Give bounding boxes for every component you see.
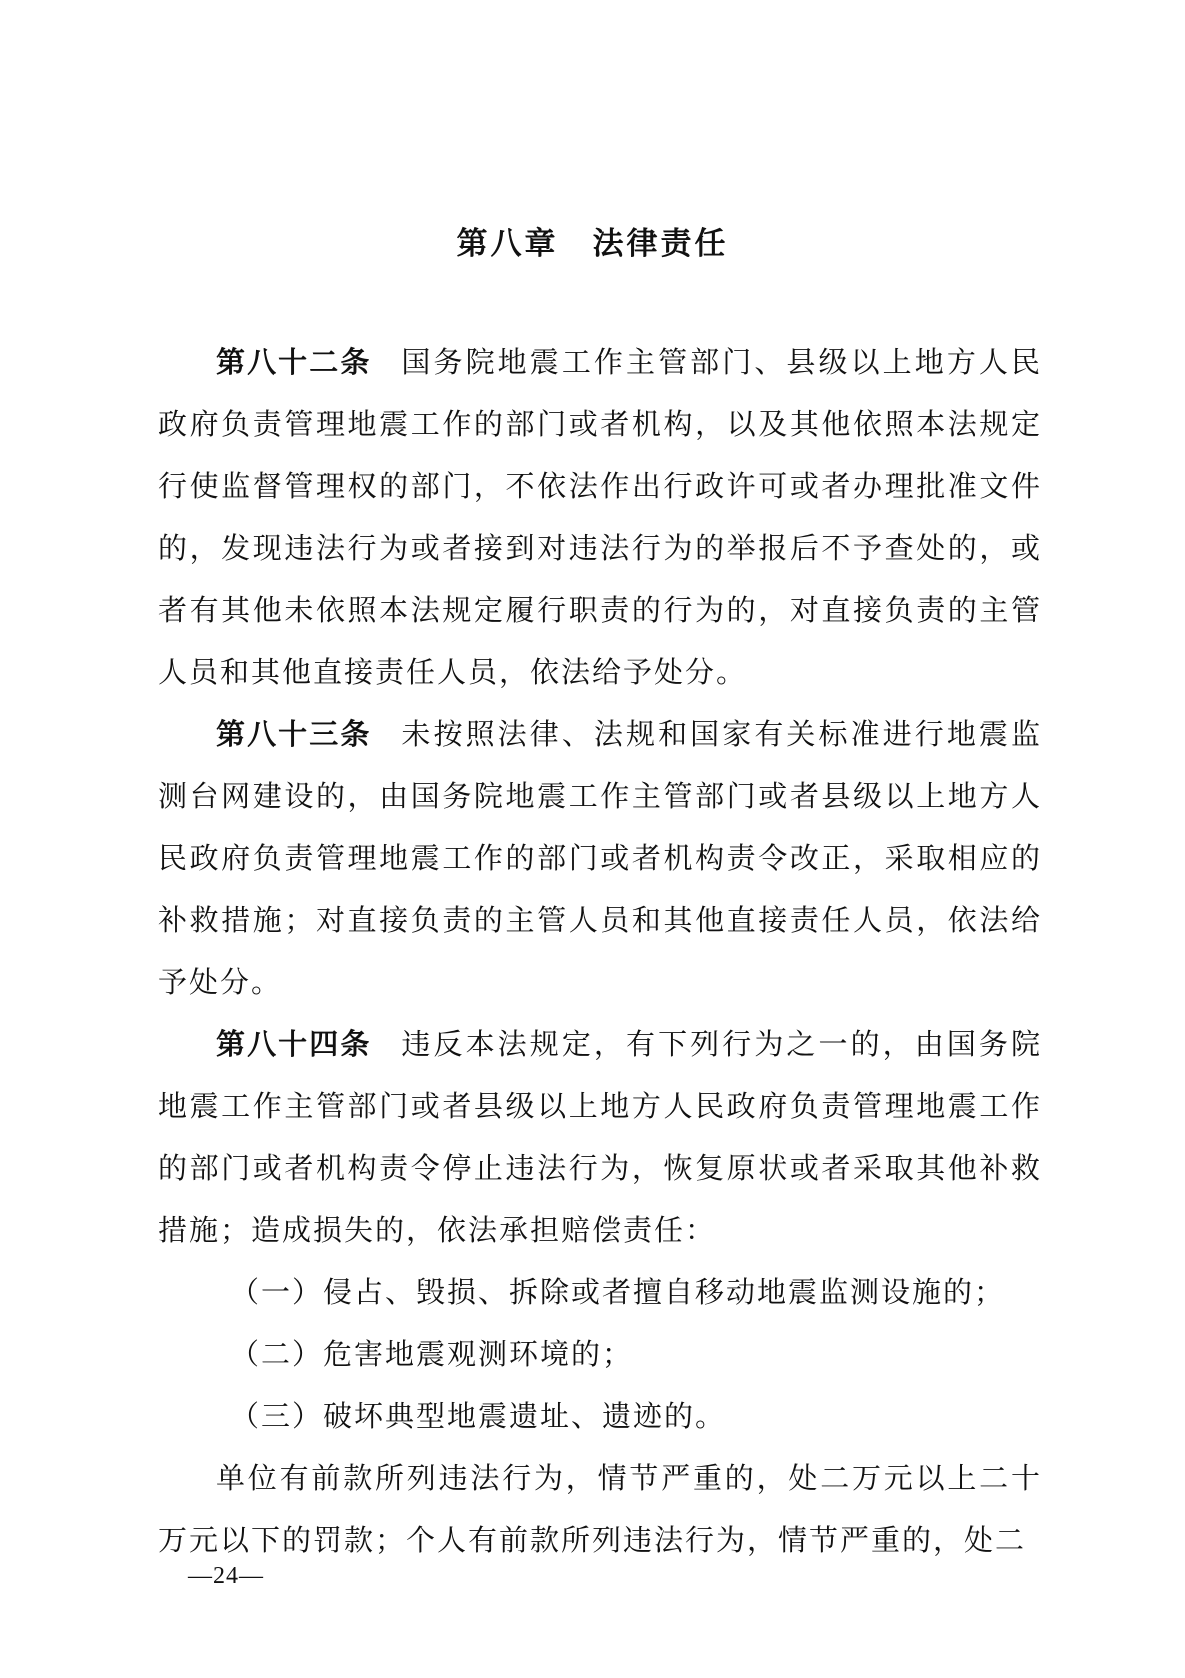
article-82 bbox=[158, 331, 1042, 703]
article-text: 违反本法规定，有下列行为之一的，由国务院地震工作主管部门或者县级以上地方人民政府负责管理地震工作的部门或者机构责令停止违法行为，恢复原状或者采取其他补救措施；造成损失的，依法承担赔偿责任： bbox=[158, 1027, 1042, 1247]
list-item: （三）破坏典型地震遗址、遗迹的。 bbox=[230, 1399, 727, 1433]
page-number: —24— bbox=[188, 1563, 264, 1589]
article-number: 第八十二条 bbox=[216, 345, 372, 379]
article-84-continuation: 单位有前款所列违法行为，情节严重的，处二万元以上二十万元以下的罚款；个人有前款所列违法行为，情节严重的，处二 bbox=[158, 1461, 1042, 1557]
article-text: 国务院地震工作主管部门、县级以上地方人民政府负责管理地震工作的部门或者机构，以及其他依照本法规定行使监督管理权的部门，不依法作出行政许可或者办理批准文件的，发现违法行为或者接到对违法行为的举报后不予查处的，或者有其他未依照本法规定履行职责的行为的，对直接负责的主管人员和其他直接责任人员，依法给予处分。 bbox=[158, 345, 1042, 689]
list-item: （一）侵占、毁损、拆除或者擅自移动地震监测设施的； bbox=[230, 1275, 1006, 1309]
article-number: 第八十四条 bbox=[216, 1027, 372, 1061]
article-83 bbox=[158, 703, 1042, 1013]
article-text: 未按照法律、法规和国家有关标准进行地震监测台网建设的，由国务院地震工作主管部门或者县级以上地方人民政府负责管理地震工作的部门或者机构责令改正，采取相应的补救措施；对直接负责的主管人员和其他直接责任人员，依法给予处分。 bbox=[158, 717, 1042, 999]
document-body bbox=[158, 331, 1042, 1571]
article-84 bbox=[158, 1013, 1042, 1261]
chapter-title: 第八章 法律责任 bbox=[456, 226, 729, 262]
list-item: （二）危害地震观测环境的； bbox=[230, 1337, 634, 1371]
article-number: 第八十三条 bbox=[216, 717, 372, 751]
